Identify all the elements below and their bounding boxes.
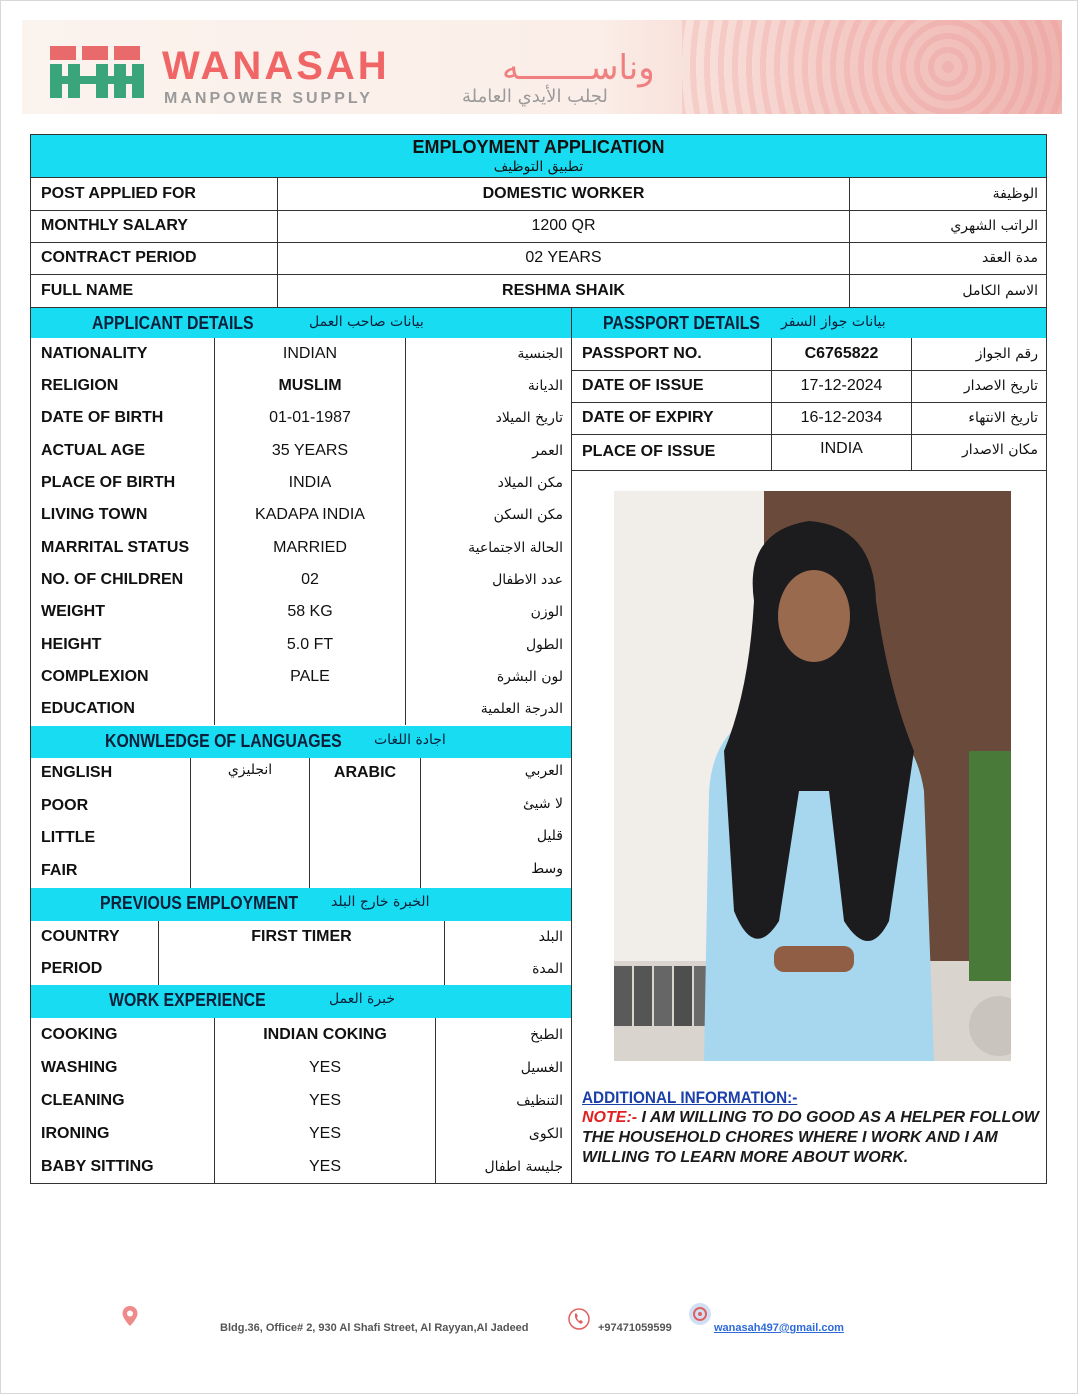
contract-period-label: CONTRACT PERIOD xyxy=(41,249,197,266)
children-value: 02 xyxy=(301,571,319,588)
religion-value: MUSLIM xyxy=(278,377,342,394)
country-label: COUNTRY xyxy=(41,928,120,945)
passport-no-label: PASSPORT NO. xyxy=(582,345,702,362)
language-level-poor: POOR xyxy=(41,797,89,814)
applicant-details-heading: APPLICANT DETAILS xyxy=(92,313,254,333)
children-label: NO. OF CHILDREN xyxy=(41,571,184,588)
place-of-issue-label: PLACE OF ISSUE xyxy=(582,443,716,460)
height-label: HEIGHT xyxy=(41,635,102,653)
weight-value: 58 KG xyxy=(287,603,333,620)
date-of-expiry-label: DATE OF EXPIRY xyxy=(582,409,714,426)
monthly-salary-value: 1200 QR xyxy=(531,217,596,234)
english-label: ENGLISH xyxy=(41,764,113,781)
nationality-value: INDIAN xyxy=(282,345,338,362)
passport-details-heading-arabic: بيانات جواز السفر xyxy=(781,314,886,330)
post-applied-arabic: الوظيفة xyxy=(992,185,1038,202)
country-value: FIRST TIMER xyxy=(251,928,352,945)
actual-age-arabic: العمر xyxy=(532,442,563,459)
email-icon xyxy=(688,1302,712,1326)
cooking-value: INDIAN COKING xyxy=(263,1025,387,1043)
weight-label: WEIGHT xyxy=(41,603,105,620)
arabic-label: ARABIC xyxy=(333,764,397,781)
monthly-salary-label: MONTHLY SALARY xyxy=(41,217,188,234)
period-label: PERIOD xyxy=(41,960,103,977)
period-arabic: المدة xyxy=(532,961,563,977)
baby-sitting-arabic: جليسة اطفال xyxy=(484,1159,563,1175)
letterhead xyxy=(22,20,1062,114)
cleaning-arabic: التنظيف xyxy=(516,1092,563,1109)
form-title: EMPLOYMENT APPLICATION xyxy=(412,137,665,157)
date-of-issue-arabic: تاريخ الاصدار xyxy=(963,378,1038,394)
date-of-issue-value: 17-12-2024 xyxy=(800,377,883,394)
post-applied-label: POST APPLIED FOR xyxy=(41,184,196,202)
complexion-label: COMPLEXION xyxy=(41,668,149,685)
marital-status-label: MARRITAL STATUS xyxy=(41,538,190,556)
brand-subtitle-arabic: لجلب الأيدي العاملة xyxy=(462,86,608,107)
period-value xyxy=(159,953,444,985)
languages-heading: KONWLEDGE OF LANGUAGES xyxy=(105,731,342,751)
height-arabic: الطول xyxy=(525,636,563,653)
weight-arabic: الوزن xyxy=(530,604,563,620)
baby-sitting-label: BABY SITTING xyxy=(41,1158,154,1175)
additional-information-title: ADDITIONAL INFORMATION:- xyxy=(582,1088,798,1107)
previous-employment-heading: PREVIOUS EMPLOYMENT xyxy=(100,893,299,913)
full-name-value: RESHMA SHAIK xyxy=(502,281,625,299)
passport-details-heading: PASSPORT DETAILS xyxy=(603,313,760,333)
date-of-issue-label: DATE OF ISSUE xyxy=(582,377,704,394)
living-town-value: KADAPA INDIA xyxy=(255,506,365,523)
actual-age-value: 35 YEARS xyxy=(271,441,349,459)
previous-employment-heading-arabic: الخبرة خارج البلد xyxy=(331,894,430,910)
religion-arabic: الديانة xyxy=(527,378,563,394)
washing-value: YES xyxy=(308,1058,341,1076)
date-of-expiry-value: 16-12-2034 xyxy=(800,409,883,426)
date-of-birth-arabic: تاريخ الميلاد xyxy=(495,410,563,426)
actual-age-label: ACTUAL AGE xyxy=(41,441,145,459)
work-experience-heading-arabic: خبرة العمل xyxy=(329,991,395,1007)
full-name-label: FULL NAME xyxy=(41,281,134,299)
place-of-birth-value: INDIA xyxy=(288,474,332,491)
footer-address: Bldg.36, Office# 2, 930 Al Shafi Street, Al Rayyan,Al Jadeed xyxy=(220,1322,529,1334)
washing-label: WASHING xyxy=(41,1058,118,1076)
footer-phone: +97471059599 xyxy=(598,1322,672,1334)
additional-information-note xyxy=(582,1108,1048,1168)
height-value: 5.0 FT xyxy=(286,635,334,653)
monthly-salary-arabic: الراتب الشهري xyxy=(950,218,1038,234)
language-level-fair-arabic: وسط xyxy=(531,860,563,877)
marital-status-arabic: الحالة الاجتماعية xyxy=(468,539,563,556)
applicant-details-heading-arabic: بيانات صاحب العمل xyxy=(309,314,424,330)
place-of-issue-arabic: مكان الاصدار xyxy=(962,442,1038,458)
living-town-arabic: مكن السكن xyxy=(493,507,563,523)
contract-period-arabic: مدة العقد xyxy=(982,250,1038,266)
education-arabic: الدرجة العلمية xyxy=(480,701,563,717)
english-label-arabic: انجليزي xyxy=(227,762,273,778)
date-of-expiry-arabic: تاريخ الانتهاء xyxy=(968,410,1038,426)
brand-subtitle: MANPOWER SUPPLY xyxy=(164,90,373,107)
note-text: I AM WILLING TO DO GOOD AS A HELPER FOLLOW THE HOUSEHOLD CHORES WHERE I WORK AND I AM WILLING TO LEARN MORE ABOUT WORK. xyxy=(582,1109,1039,1166)
brand-name: WANASAH xyxy=(162,44,390,88)
brand-name-arabic: وناســـــــه xyxy=(502,48,655,88)
arabic-label-arabic: العربي xyxy=(524,763,563,779)
post-applied-value: DOMESTIC WORKER xyxy=(482,184,645,202)
footer xyxy=(0,1300,1080,1350)
company-logo-icon xyxy=(50,42,160,102)
education-value xyxy=(215,693,405,725)
ironing-arabic: الكوى xyxy=(528,1125,563,1142)
complexion-value: PALE xyxy=(290,668,330,685)
religion-label: RELIGION xyxy=(41,377,119,394)
full-name-arabic: الاسم الكامل xyxy=(962,282,1038,299)
place-of-issue-value: INDIA xyxy=(820,440,863,457)
cooking-arabic: الطبخ xyxy=(530,1026,563,1043)
cleaning-value: YES xyxy=(308,1091,341,1109)
baby-sitting-value: YES xyxy=(308,1158,341,1175)
contract-period-value: 02 YEARS xyxy=(525,249,602,266)
form-title-arabic: تطبيق التوظيف xyxy=(493,159,584,175)
nationality-arabic: الجنسية xyxy=(517,346,563,362)
cooking-label: COOKING xyxy=(41,1025,118,1043)
location-pin-icon xyxy=(122,1306,138,1326)
marital-status-value: MARRIED xyxy=(273,538,347,556)
washing-arabic: الغسيل xyxy=(520,1059,563,1076)
country-arabic: البلد xyxy=(538,929,563,945)
date-of-birth-value: 01-01-1987 xyxy=(269,409,351,426)
ironing-label: IRONING xyxy=(41,1124,110,1142)
date-of-birth-label: DATE OF BIRTH xyxy=(41,409,164,426)
footer-email-link[interactable]: wanasah497@gmail.com xyxy=(714,1322,844,1334)
applicant-photo xyxy=(614,491,1011,1061)
children-arabic: عدد الاطفال xyxy=(492,572,563,588)
complexion-arabic: لون البشرة xyxy=(496,669,563,685)
place-of-birth-label: PLACE OF BIRTH xyxy=(41,474,176,491)
passport-no-value: C6765822 xyxy=(804,345,879,362)
letterhead-pattern xyxy=(682,20,1062,114)
place-of-birth-arabic: مكن الميلاد xyxy=(497,475,563,491)
living-town-label: LIVING TOWN xyxy=(41,506,148,523)
note-label: NOTE:- xyxy=(582,1109,638,1126)
passport-no-arabic: رقم الجواز xyxy=(975,346,1038,362)
education-label: EDUCATION xyxy=(41,700,135,717)
nationality-label: NATIONALITY xyxy=(41,345,148,362)
languages-heading-arabic: اجادة اللغات xyxy=(374,732,446,748)
language-level-little: LITTLE xyxy=(41,829,96,846)
language-level-poor-arabic: لا شيئ xyxy=(522,796,563,812)
phone-icon xyxy=(568,1308,590,1330)
ironing-value: YES xyxy=(308,1124,341,1142)
work-experience-heading: WORK EXPERIENCE xyxy=(109,990,266,1010)
language-level-little-arabic: قليل xyxy=(536,828,563,844)
language-level-fair: FAIR xyxy=(41,861,78,879)
cleaning-label: CLEANING xyxy=(41,1091,125,1109)
